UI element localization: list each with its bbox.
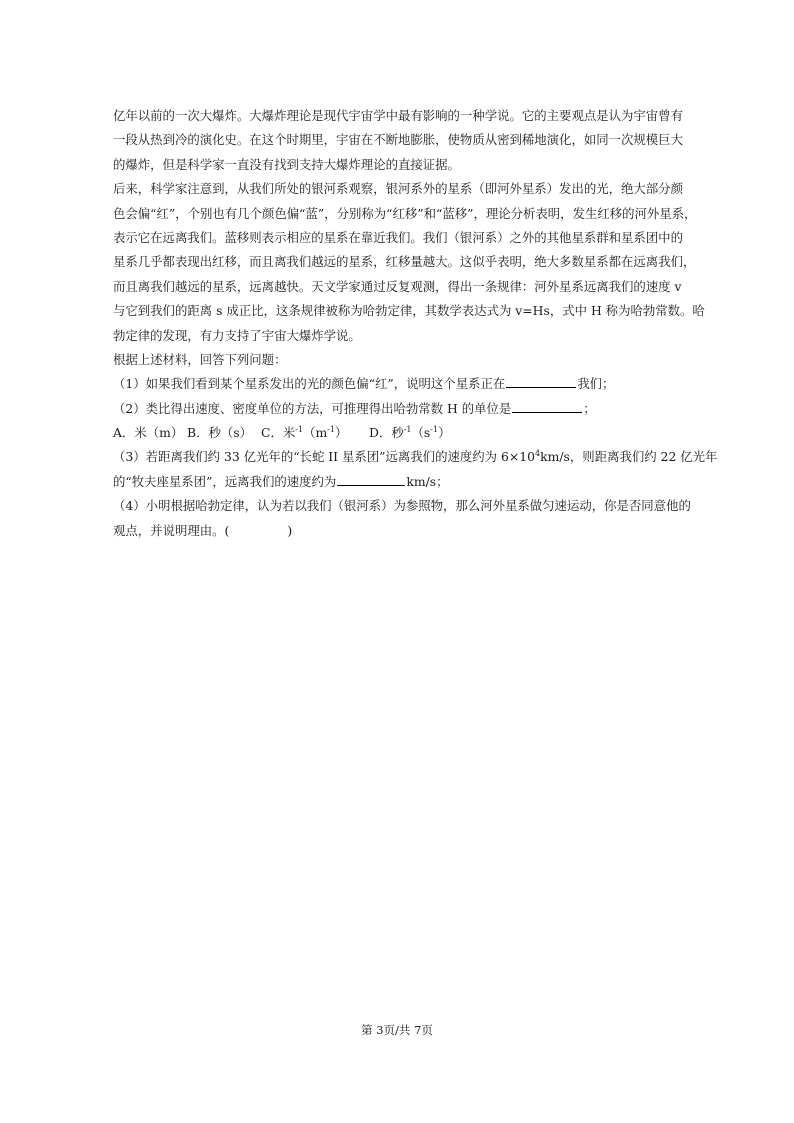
option-c-unit: （m bbox=[303, 425, 328, 441]
question-4-paren-close: ) bbox=[287, 522, 293, 538]
question-1-text: （1）如果我们看到某个星系发出的光的颜色偏“红”，说明这个星系正在 bbox=[113, 376, 506, 392]
option-d-close: ） bbox=[438, 425, 451, 441]
question-4-line1: （4）小明根据哈勃定律，认为若以我们（银河系）为参照物，那么河外星系做匀速运动，你是否同意他的 bbox=[113, 498, 691, 514]
paragraph1-line: 一段从热到冷的演化史。在这个时期里，宇宙在不断地膨胀，使物质从密到稀地演化，如同一次规模巨大 bbox=[113, 132, 683, 148]
paragraph2-line: 而且离我们越远的星系，远离越快。天文学家通过反复观测，得出一条规律：河外星系远离我们的速度 v bbox=[113, 278, 682, 294]
option-d-unit: （s bbox=[411, 425, 431, 441]
question-2-text-end: ； bbox=[583, 400, 596, 416]
paragraph2-line: 星系几乎都表现出红移，而且离我们越远的星系，红移量越大。这似乎表明，绝大多数星系都在远离我们， bbox=[113, 254, 696, 270]
question-4-text: 观点，并说明理由。( bbox=[113, 522, 230, 538]
paragraph2-line: 后来，科学家注意到，从我们所处的银河系观察，银河系外的星系（即河外星系）发出的光，绝大部分颜 bbox=[113, 181, 683, 197]
question-1-text-end: 我们； bbox=[577, 376, 615, 392]
paragraph2-line: 表示它在远离我们。蓝移则表示相应的星系在靠近我们。我们（银河系）之外的其他星系群和星系团中的 bbox=[113, 229, 683, 245]
question-3-unit: km/s； bbox=[406, 473, 449, 489]
option-d-unit-sup: -1 bbox=[430, 424, 439, 434]
option-a[interactable]: A．米（m） bbox=[113, 425, 184, 441]
question-3-text-2: 的“牧夫座星系团”，远离我们的速度约为 bbox=[113, 473, 337, 489]
question-2-answer-blank[interactable] bbox=[512, 398, 582, 413]
question-3-line2 bbox=[113, 470, 685, 494]
document-body bbox=[113, 104, 718, 543]
option-d-text: D．秒 bbox=[369, 425, 404, 441]
page-footer: 第 3页/共 7页 bbox=[361, 1023, 433, 1037]
question-prompt: 根据上述材料，回答下列问题： bbox=[113, 351, 287, 367]
question-1 bbox=[113, 372, 685, 396]
option-c-unit-sup: -1 bbox=[327, 424, 335, 434]
option-c-text: C．米 bbox=[261, 425, 296, 441]
question-3-line1 bbox=[113, 445, 718, 469]
paragraph2-line: 色会偏“红”，个别也有几个颜色偏“蓝”，分别称为“红移”和“蓝移”，理论分析表明，发生红移的河外星系， bbox=[113, 205, 697, 221]
paragraph2-line: 勃定律的发现，有力支持了宇宙大爆炸学说。 bbox=[113, 327, 361, 343]
option-b[interactable]: B．秒（s） bbox=[187, 425, 253, 441]
question-2 bbox=[113, 397, 685, 421]
paragraph1-line: 亿年以前的一次大爆炸。大爆炸理论是现代宇宙学中最有影响的一种学说。它的主要观点是认为宇宙曾有 bbox=[113, 108, 683, 123]
question-3-exponent: 4 bbox=[535, 449, 541, 459]
option-c[interactable] bbox=[261, 421, 369, 445]
option-d-sup: -1 bbox=[403, 424, 412, 434]
option-d[interactable] bbox=[369, 421, 450, 445]
paragraph2-line: 与它到我们的距离 s 成正比，这条规律被称为哈勃定律，其数学表达式为 v=Hs，式中 H 称为哈勃常数。哈 bbox=[113, 303, 705, 319]
question-3-text-cont: km/s，则距离我们约 22 亿光年 bbox=[540, 449, 718, 465]
paragraph1-line: 的爆炸，但是科学家一直没有找到支持大爆炸理论的直接证据。 bbox=[113, 156, 460, 172]
option-c-close: ） bbox=[335, 425, 348, 441]
question-4-line2 bbox=[113, 519, 685, 543]
question-3-answer-blank[interactable] bbox=[337, 471, 405, 486]
question-1-answer-blank[interactable] bbox=[506, 373, 576, 388]
question-2-options bbox=[113, 421, 685, 445]
question-3-text: （3）若距离我们约 33 亿光年的“长蛇 II 星系团”远离我们的速度约为 6×10 bbox=[113, 449, 535, 465]
question-2-text: （2）类比得出速度、密度单位的方法，可推理得出哈勃常数 H 的单位是 bbox=[113, 400, 512, 416]
option-c-sup: -1 bbox=[295, 424, 304, 434]
